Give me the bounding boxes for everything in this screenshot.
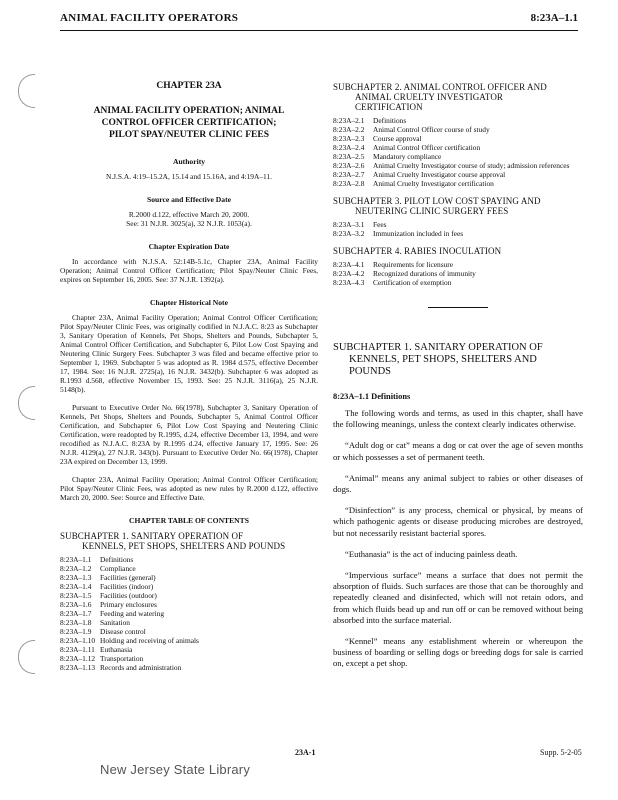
toc-section-number: 8:23A–3.2 (333, 229, 365, 238)
toc-section-title: Animal Control Officer course of study (373, 125, 490, 134)
historical-note-paragraph: Pursuant to Executive Order No. 66(1978), Subchapter 3, Sanitary Operation of Kennels, Pet Shops, Shelters and Pounds, Subchapter 5, Animal Control Officer Certification, and Subchapter 6, Pilot Low Cost Spaying and Neutering Clinic Certification, were readopted by R.1995, d.24, effective December 13, 1994, and were recodified as N.J.A.C. 8:23A by R.1995 d.24, effective January 17, 1995. See: 26 N.J.R. 4129(a), 27 N.J.R. 343(b). Pursuant to Executive Order No. 66(1978), Chapter 23A expired on December 13, 1999. (60, 403, 318, 466)
toc-entry (60, 627, 318, 636)
toc-entry (60, 636, 318, 645)
section-heading-definitions: 8:23A–1.1 Definitions (333, 392, 411, 401)
toc-section-number: 8:23A–1.8 (60, 618, 92, 627)
subchapter-1-title: SUBCHAPTER 1. SANITARY OPERATION OF KENNELS, PET SHOPS, SHELTERS AND POUNDS (333, 342, 543, 377)
subchapter-3-heading: SUBCHAPTER 3. PILOT LOW COST SPAYING AND NEUTERING CLINIC SURGERY FEES (333, 196, 541, 216)
toc-section-title: Facilities (general) (100, 573, 156, 582)
toc-entry (333, 260, 583, 269)
toc-entry (60, 645, 318, 654)
subchapter-4-heading: SUBCHAPTER 4. RABIES INOCULATION (333, 246, 502, 256)
subchapter-4-toc (333, 260, 583, 287)
toc-section-title: Requirements for licensure (373, 260, 454, 269)
punch-hole-mark (18, 74, 35, 108)
toc-entry (333, 278, 583, 287)
toc-entry (333, 152, 583, 161)
expiration-heading: Chapter Expiration Date (148, 242, 230, 251)
source-line-1: R.2000 d.122, effective March 20, 2000. (128, 210, 250, 219)
toc-entry (60, 555, 318, 564)
library-stamp: New Jersey State Library (100, 762, 251, 777)
toc-section-number: 8:23A–1.2 (60, 564, 92, 573)
toc-section-title: Compliance (100, 564, 136, 573)
punch-hole-mark (18, 386, 35, 420)
table-of-contents-heading: CHAPTER TABLE OF CONTENTS (129, 516, 249, 525)
toc-entry (333, 134, 583, 143)
toc-section-number: 8:23A–2.8 (333, 179, 365, 188)
definition-paragraph: “Animal” means any animal subject to rabies or other diseases of dogs. (333, 472, 583, 495)
toc-section-number: 8:23A–2.7 (333, 170, 365, 179)
toc-section-title: Holding and receiving of animals (100, 636, 199, 645)
toc-section-number: 8:23A–1.9 (60, 627, 92, 636)
chapter-title: ANIMAL FACILITY OPERATION; ANIMAL CONTROL OFFICER CERTIFICATION; PILOT SPAY/NEUTER CLINIC FEES (93, 106, 285, 140)
right-column (333, 82, 583, 680)
definition-paragraph: “Euthanasia” is the act of inducing painless death. (345, 548, 518, 559)
toc-entry (60, 573, 318, 582)
historical-note-heading: Chapter Historical Note (150, 298, 228, 307)
page-number: 23A-1 (295, 748, 316, 757)
toc-entry (333, 269, 583, 278)
toc-section-title: Definitions (100, 555, 134, 564)
subchapter-2-toc (333, 116, 583, 188)
toc-section-title: Animal Cruelty Investigator certification (373, 179, 494, 188)
toc-section-title: Euthanasia (100, 645, 133, 654)
authority-heading: Authority (172, 157, 206, 166)
toc-entry (60, 600, 318, 609)
header-title: ANIMAL FACILITY OPERATORS (60, 12, 239, 24)
toc-entry (333, 170, 583, 179)
definition-paragraph: “Impervious surface” means a surface that does not permit the absorption of fluids. Such surfaces are those that can be thoroughly and repeatedly cleaned and disinfected, which will not retain odors, and from which fluids bead up and run off or can be removed without being absorbed into the surface material. (333, 570, 583, 625)
toc-section-title: Sanitation (100, 618, 130, 627)
toc-section-number: 8:23A–1.5 (60, 591, 92, 600)
toc-section-number: 8:23A–2.3 (333, 134, 365, 143)
expiration-text: In accordance with N.J.S.A. 52:14B-5.1c, Chapter 23A, Animal Facility Operation; Animal Control Officer Certification; Pilot Spay/Neuter Clinic Fees, expires on September 16, 2005. See: 37 N.J.R. 1392(a). (60, 257, 318, 284)
toc-section-title: Definitions (373, 116, 407, 125)
toc-section-number: 8:23A–4.3 (333, 278, 365, 287)
toc-entry (60, 654, 318, 663)
toc-section-title: Facilities (indoor) (100, 582, 154, 591)
toc-section-number: 8:23A–2.4 (333, 143, 365, 152)
historical-note-paragraph: Chapter 23A, Animal Facility Operation; Animal Control Officer Certification; Pilot Spay/Neuter Clinic Fees, was adopted as new rules by R.2000 d.122, effective March 20, 2000. See: Source and Effective Date. (60, 475, 318, 502)
toc-section-title: Animal Control Officer certification (373, 143, 481, 152)
toc-section-title: Animal Cruelty Investigator course approval (373, 170, 506, 179)
toc-section-number: 8:23A–2.2 (333, 125, 365, 134)
toc-section-number: 8:23A–1.11 (60, 645, 95, 654)
toc-section-number: 8:23A–2.5 (333, 152, 365, 161)
toc-entry (333, 220, 583, 229)
toc-section-number: 8:23A–1.4 (60, 582, 92, 591)
toc-section-number: 8:23A–2.6 (333, 161, 365, 170)
toc-section-title: Immunization included in fees (373, 229, 464, 238)
toc-entry (333, 229, 583, 238)
supplement-date: Supp. 5-2-05 (540, 748, 582, 757)
toc-entry (333, 116, 583, 125)
toc-section-number: 8:23A–1.7 (60, 609, 92, 618)
definition-paragraph: “Kennel” means any establishment wherein or whereupon the business of boarding or selling dogs or breeding dogs for sale is carried on, except a pet shop. (333, 636, 583, 669)
punch-hole-mark (18, 640, 35, 674)
toc-section-number: 8:23A–3.1 (333, 220, 365, 229)
toc-entry (60, 591, 318, 600)
toc-entry (60, 582, 318, 591)
toc-section-title: Feeding and watering (100, 609, 165, 618)
source-line-2: See: 31 N.J.R. 3025(a), 32 N.J.R. 1053(a). (126, 219, 252, 228)
definitions-body (333, 408, 583, 670)
toc-entry (60, 618, 318, 627)
toc-section-title: Fees (373, 220, 387, 229)
toc-section-title: Mandatory compliance (373, 152, 442, 161)
subchapter-3-toc (333, 220, 583, 238)
header-section-number: 8:23A–1.1 (530, 12, 578, 24)
historical-note-paragraph: Chapter 23A, Animal Facility Operation; Animal Control Officer Certification; Pilot Spay/Neuter Clinic Fees, was originally codified in N.J.A.C. 8:23 as Subchapter 3, Sanitary Operation of Kennels, Pet Shops, Shelters and Pounds, Subchapter 5, Animal Control Officer Certification, and Subchapter 6, Pilot Low Cost Spaying and Neutering Clinic Surgery Fees. Subchapter 3 was filed and became effective prior to September 1, 1969. Subchapter 5 was adopted as R. 1984 d.575, effective December 17, 1984. See: 16 N.J.R. 2725(a), 16 N.J.R. 3432(b). Subchapter 6 was adopted as R.1993 d.568, effective November 15, 1993. See: 25 N.J.R. 3116(a), 25 N.J.R. 5148(b). (60, 313, 318, 394)
toc-section-number: 8:23A–2.1 (333, 116, 365, 125)
toc-section-title: Records and administration (100, 663, 182, 672)
subchapter-2-heading: SUBCHAPTER 2. ANIMAL CONTROL OFFICER AND ANIMAL CRUELTY INVESTIGATOR CERTIFICATION (333, 82, 547, 112)
toc-section-number: 8:23A–1.12 (60, 654, 96, 663)
section-divider (428, 307, 488, 308)
toc-section-title: Certification of exemption (373, 278, 452, 287)
toc-entry (60, 663, 318, 672)
toc-section-title: Facilities (outdoor) (100, 591, 157, 600)
subchapter-1-toc (60, 555, 318, 672)
toc-entry (333, 179, 583, 188)
toc-entry (333, 143, 583, 152)
toc-section-title: Disease control (100, 627, 146, 636)
left-column (60, 82, 318, 680)
running-header (60, 10, 578, 31)
toc-section-title: Course approval (373, 134, 422, 143)
toc-section-number: 8:23A–4.2 (333, 269, 365, 278)
toc-section-number: 8:23A–1.1 (60, 555, 92, 564)
toc-entry (60, 564, 318, 573)
toc-section-number: 8:23A–1.3 (60, 573, 92, 582)
definition-paragraph: “Disinfection” is any process, chemical or physical, by means of which pathogenic agents or disease producing microbes are destroyed, but not necessarily resistant bacterial spores. (333, 505, 583, 538)
subchapter-1-heading: SUBCHAPTER 1. SANITARY OPERATION OF KENNELS, PET SHOPS, SHELTERS AND POUNDS (60, 531, 286, 551)
toc-entry (60, 609, 318, 618)
toc-entry (333, 125, 583, 134)
authority-text: N.J.S.A. 4:19–15.2A, 15.14 and 15.16A, and 4:19A–11. (105, 172, 272, 181)
toc-entry (333, 161, 583, 170)
source-heading: Source and Effective Date (146, 195, 231, 204)
toc-section-title: Primary enclosures (100, 600, 157, 609)
toc-section-title: Transportation (100, 654, 144, 663)
chapter-number: CHAPTER 23A (156, 81, 222, 91)
toc-section-title: Recognized durations of immunity (373, 269, 476, 278)
toc-section-title: Animal Cruelty Investigator course of study; admission references (373, 161, 570, 170)
toc-section-number: 8:23A–1.6 (60, 600, 92, 609)
definition-paragraph: “Adult dog or cat” means a dog or cat over the age of seven months or which possesses a set of permanent teeth. (333, 440, 583, 462)
toc-section-number: 8:23A–1.13 (60, 663, 96, 672)
toc-section-number: 8:23A–4.1 (333, 260, 365, 269)
toc-section-number: 8:23A–1.10 (60, 636, 96, 645)
definition-paragraph: The following words and terms, as used in this chapter, shall have the following meanings, unless the context clearly indicates otherwise. (333, 408, 583, 430)
